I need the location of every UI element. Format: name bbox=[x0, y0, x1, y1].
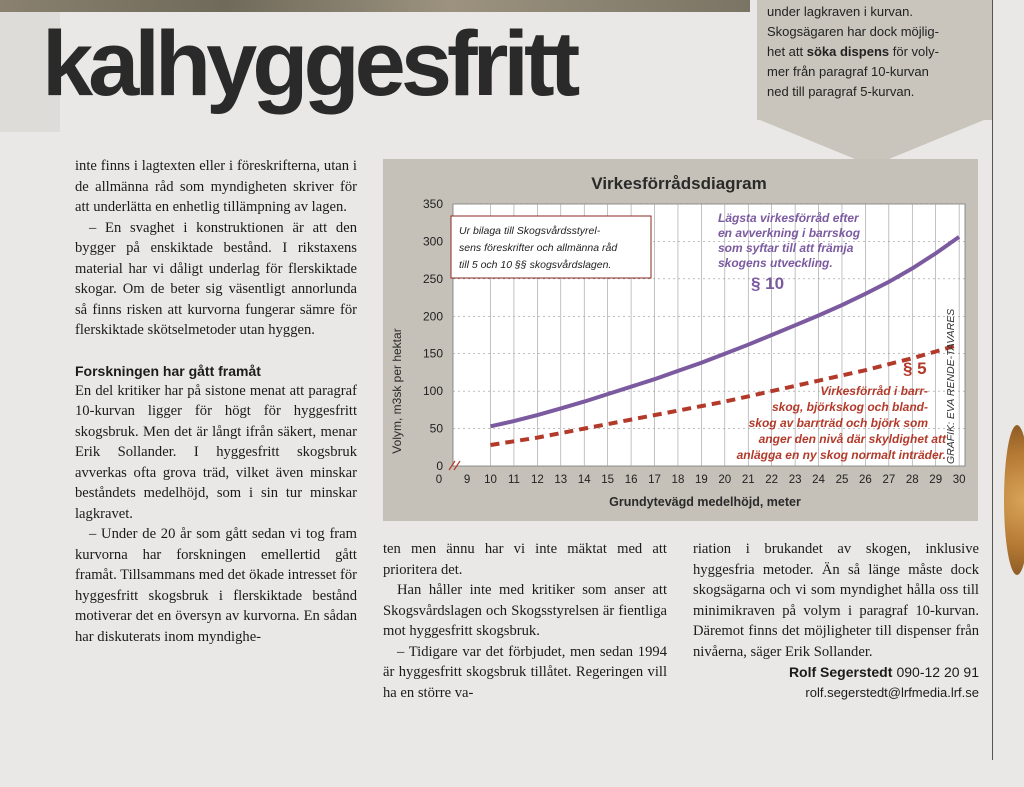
source-note-line: sens föreskrifter och allmänna råd bbox=[459, 242, 618, 254]
subheading: Forskningen har gått framåt bbox=[75, 362, 261, 379]
headline: kalhyggesfritt bbox=[42, 13, 576, 115]
x-tick-label: 22 bbox=[765, 474, 779, 486]
paragraph: inte finns i lagtexten eller i föreskrifterna, utan i de allmänna råd som myndigheten skriver för att underlätta en enhetlig tillämpning av lagen. bbox=[75, 158, 357, 215]
y-tick-labels bbox=[423, 197, 443, 473]
callout-emphasis: söka dispens bbox=[806, 44, 890, 59]
annotation-line: Lägsta virkesförråd efter bbox=[718, 211, 859, 225]
annotation-line: anger den nivå där skyldighet att bbox=[758, 432, 946, 446]
x-tick-label: 28 bbox=[905, 474, 919, 486]
annotation-line: anlägga en ny skog normalt inträder. bbox=[736, 448, 946, 462]
callout-line: Skogsägaren har dock möjlig- bbox=[767, 24, 939, 39]
virkesforrad-chart bbox=[383, 159, 978, 521]
x-tick-label: 0 bbox=[435, 474, 443, 486]
author-phone: 090-12 20 91 bbox=[896, 664, 979, 680]
callout-line: mer från paragraf 10-kurvan bbox=[767, 64, 929, 79]
series-label-section-10: § 10 bbox=[751, 274, 785, 293]
annotation-line: skog, björkskog och bland- bbox=[771, 400, 928, 414]
x-tick-label: 27 bbox=[882, 474, 896, 486]
chart-title: Virkesförrådsdiagram bbox=[591, 174, 767, 193]
x-tick-labels bbox=[436, 474, 966, 486]
callout-line bbox=[767, 42, 982, 62]
annotation-line: skog av barrträd och björk som bbox=[748, 416, 928, 430]
x-axis-label: Grundytevägd medelhöjd, meter bbox=[609, 495, 801, 509]
y-tick-label: 100 bbox=[422, 384, 443, 399]
column-rule bbox=[992, 0, 993, 760]
y-tick-label: 50 bbox=[429, 421, 443, 436]
paragraph: En del kritiker har på sistone menat att paragraf 10-kurvan ligger för högt för hyggesfritt skogsbruk. Men det är långt ifrån säkert, menar Erik Sollander. I hyggesfritt skogsbruk avverkas ofta grova träd, vilket även minskar beståndets medelhöjd, som i sin tur minskar lagkravet. bbox=[75, 382, 357, 522]
x-tick-label: 21 bbox=[741, 474, 755, 486]
wood-photo-edge bbox=[1004, 425, 1024, 575]
article-column-2 bbox=[383, 539, 667, 703]
y-tick-label: 200 bbox=[422, 309, 443, 324]
x-tick-label: 19 bbox=[694, 474, 708, 486]
byline bbox=[693, 662, 979, 702]
annotation-line: Virkesförråd i barr- bbox=[820, 384, 928, 398]
x-tick-label: 20 bbox=[718, 474, 732, 486]
paragraph: – En svaghet i konstruktionen är att den bygger på enskiktade bestånd. I rikstaxens material har vi dåligt underlag för flerskiktade skogar. Om de beter sig väsentligt annorlunda så finns risken att kurvorna fungerar sämre för flerskiktade skötselmetoder utan hyggen. bbox=[75, 219, 357, 338]
y-tick-label: 250 bbox=[422, 271, 443, 286]
article-column-1 bbox=[75, 156, 357, 647]
callout-text: för voly- bbox=[889, 44, 939, 59]
x-tick-label: 13 bbox=[554, 474, 568, 486]
x-tick-label: 14 bbox=[577, 474, 591, 486]
x-tick-label: 18 bbox=[671, 474, 685, 486]
paragraph: riation i brukandet av skogen, inklusive hyggesfria metoder. Än så länge måste dock skogsägarna och vi som myndighet hålla oss till minimikraven på volym i paragraf 10-kurvan. Däremot finns det möjligheter till dispenser från nivåerna, säger Erik Sollander. bbox=[693, 541, 979, 660]
source-note-line: till 5 och 10 §§ skogsvårdslagen. bbox=[459, 259, 612, 271]
source-note-line: Ur bilaga till Skogsvårdsstyrel- bbox=[459, 225, 601, 237]
x-tick-label: 9 bbox=[463, 474, 471, 486]
author-name: Rolf Segerstedt bbox=[788, 664, 893, 680]
y-tick-label: 350 bbox=[422, 197, 443, 211]
x-tick-label: 26 bbox=[859, 474, 872, 486]
chart-panel bbox=[383, 159, 978, 521]
x-tick-label: 16 bbox=[624, 474, 638, 486]
x-tick-label: 30 bbox=[952, 474, 966, 486]
paragraph: ten men ännu har vi inte mäktat med att prioritera det. bbox=[383, 541, 667, 578]
photo-strip bbox=[0, 0, 750, 12]
annotation-line: skogens utveckling. bbox=[718, 256, 833, 270]
y-tick-label: 150 bbox=[422, 346, 443, 361]
x-tick-label: 15 bbox=[601, 474, 615, 486]
callout-line: under lagkraven i kurvan. bbox=[767, 4, 913, 19]
graphic-credit: GRAFIK: EVA RENDE-TAVARES bbox=[945, 308, 957, 464]
x-tick-label: 17 bbox=[648, 474, 661, 486]
callout-text: het att bbox=[767, 44, 807, 59]
x-tick-label: 23 bbox=[788, 474, 802, 486]
y-tick-label: 300 bbox=[422, 234, 443, 249]
article-column-3 bbox=[693, 539, 979, 702]
x-tick-label: 25 bbox=[835, 474, 849, 486]
svg-text:Ur bilaga till Skogsvårdsstyre bbox=[459, 225, 620, 271]
paragraph: Han håller inte med kritiker som anser att Skogsvårdslagen och Skogsstyrelsen är fientliga mot hyggesfritt skogsbruk. bbox=[383, 582, 667, 639]
x-tick-label: 11 bbox=[507, 474, 520, 486]
x-tick-label: 24 bbox=[812, 474, 825, 486]
x-tick-label: 10 bbox=[484, 474, 497, 486]
annotation-line: som syftar till att främja bbox=[718, 241, 854, 255]
author-email: rolf.segerstedt@lrfmedia.lrf.se bbox=[805, 684, 979, 700]
annotation-line: en avverkning i barrskog bbox=[718, 226, 861, 240]
source-note-box bbox=[451, 216, 651, 278]
y-tick-label: 0 bbox=[436, 459, 443, 473]
paragraph: – Tidigare var det förbjudet, men sedan 1994 är hyggesfritt skogsbruk tillåtet. Regeringen vill ha en större va- bbox=[383, 643, 667, 701]
paragraph: – Under de 20 år som gått sedan vi tog fram kurvorna har forskningen emellertid gått framåt. Tillsammans med det ökade intresset för hyggesfritt skogsbruk i flerskiktade bestånd motiverar det en översyn av kurvorna. En sådan har diskuterats inom myndighe- bbox=[75, 526, 357, 645]
y-axis-label: Volym, m3sk per hektar bbox=[390, 328, 404, 454]
callout-box bbox=[757, 0, 992, 120]
x-tick-label: 12 bbox=[530, 474, 544, 486]
x-tick-label: 29 bbox=[929, 474, 943, 486]
callout-line: ned till paragraf 5-kurvan. bbox=[767, 84, 915, 99]
series-label-section-5: § 5 bbox=[903, 359, 927, 378]
